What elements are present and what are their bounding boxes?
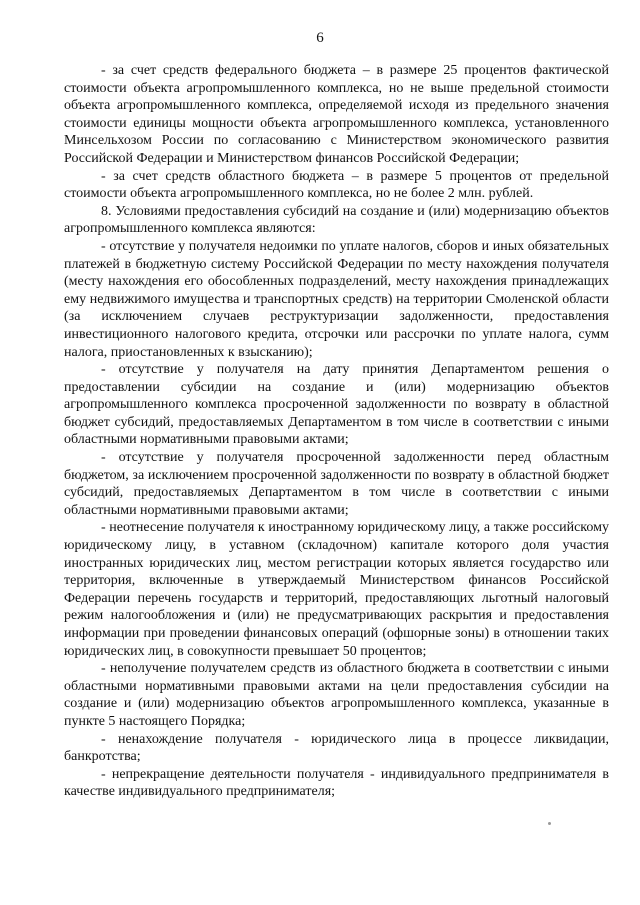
paragraph-no-subsidy-debt: - отсутствие у получателя на дату принятия Департаментом решения о предоставлении субсидии на создание и (или) модернизацию объектов агропромышленного комплекса просроченной задолженности по возврату в областной бюджет субсидий, предоставляемых Департаментом в том числе в соответствии с иными областными нормативными правовыми актами; bbox=[64, 362, 609, 448]
paragraph-no-other-funds: - неполучение получателем средств из областного бюджета в соответствии с иными областными нормативными правовыми актами на цели предоставления субсидии на создание и (или) модернизацию объектов агропромышленного комплекса, указанные в пункте 5 настоящего Порядка; bbox=[64, 661, 609, 729]
paragraph-no-budget-debt: - отсутствие у получателя просроченной задолженности перед областным бюджетом, за исключением просроченной задолженности по возврату в областной бюджет субсидий, предоставляемых Департаментом в том числе в соответствии с иными областными нормативными правовыми актами; bbox=[64, 450, 609, 518]
paragraph-regional-budget: - за счет средств областного бюджета – в размере 5 процентов от предельной стоимости объекта агропромышленного комплекса, но не более 2 млн. рублей. bbox=[64, 168, 609, 202]
paragraph-federal-budget: - за счет средств федерального бюджета – в размере 25 процентов фактической стоимости объекта агропромышленного комплекса, но не выше предельной стоимости объекта агропромышленного комплекса, определяемой исходя из предельного значения стоимости единицы мощности объекта агропромышленного комплекса, установленного Минсельхозом России по согласованию с Министерством экономического развития Российской Федерации и Министерством финансов Российской Федерации; bbox=[64, 63, 609, 166]
paragraph-not-in-liquidation: - ненахождение получателя - юридического лица в процессе ликвидации, банкротства; bbox=[64, 731, 609, 765]
paragraph-conditions-heading: 8. Условиями предоставления субсидий на создание и (или) модернизацию объектов агропромышленного комплекса являются: bbox=[64, 203, 609, 237]
body-text bbox=[64, 62, 609, 801]
paragraph-not-foreign-entity: - неотнесение получателя к иностранному юридическому лицу, а также российскому юридическому лицу, в уставном (складочном) капитале которого доля участия иностранных юридических лиц, местом регистрации которых является государство или территория, включенные в утверждаемый Министерством финансов Российской Федерации перечень государств и территорий, предоставляющих льготный налоговый режим налогообложения и (или) не предусматривающих раскрытия и предоставления информации при проведении финансовых операций (офшорные зоны) в отношении таких юридических лиц, в совокупности превышает 50 процентов; bbox=[64, 520, 609, 659]
paragraph-entrepreneur-active: - непрекращение деятельности получателя - индивидуального предпринимателя в качестве индивидуального предпринимателя; bbox=[64, 766, 609, 800]
paragraph-no-tax-arrears: - отсутствие у получателя недоимки по уплате налогов, сборов и иных обязательных платежей в бюджетную систему Российской Федерации по месту нахождения получателя (месту нахождения его обособленных подразделений, месту нахождения принадлежащих ему недвижимого имущества и транспортных средств) на территории Смоленской области (за исключением случаев реструктуризации задолженности, предоставления инвестиционного налогового кредита, отсрочки или рассрочки по уплате налога, сумм налога, приостановленных к взысканию); bbox=[64, 238, 609, 360]
page-number: 6 bbox=[316, 30, 324, 46]
scan-speck bbox=[548, 822, 551, 825]
